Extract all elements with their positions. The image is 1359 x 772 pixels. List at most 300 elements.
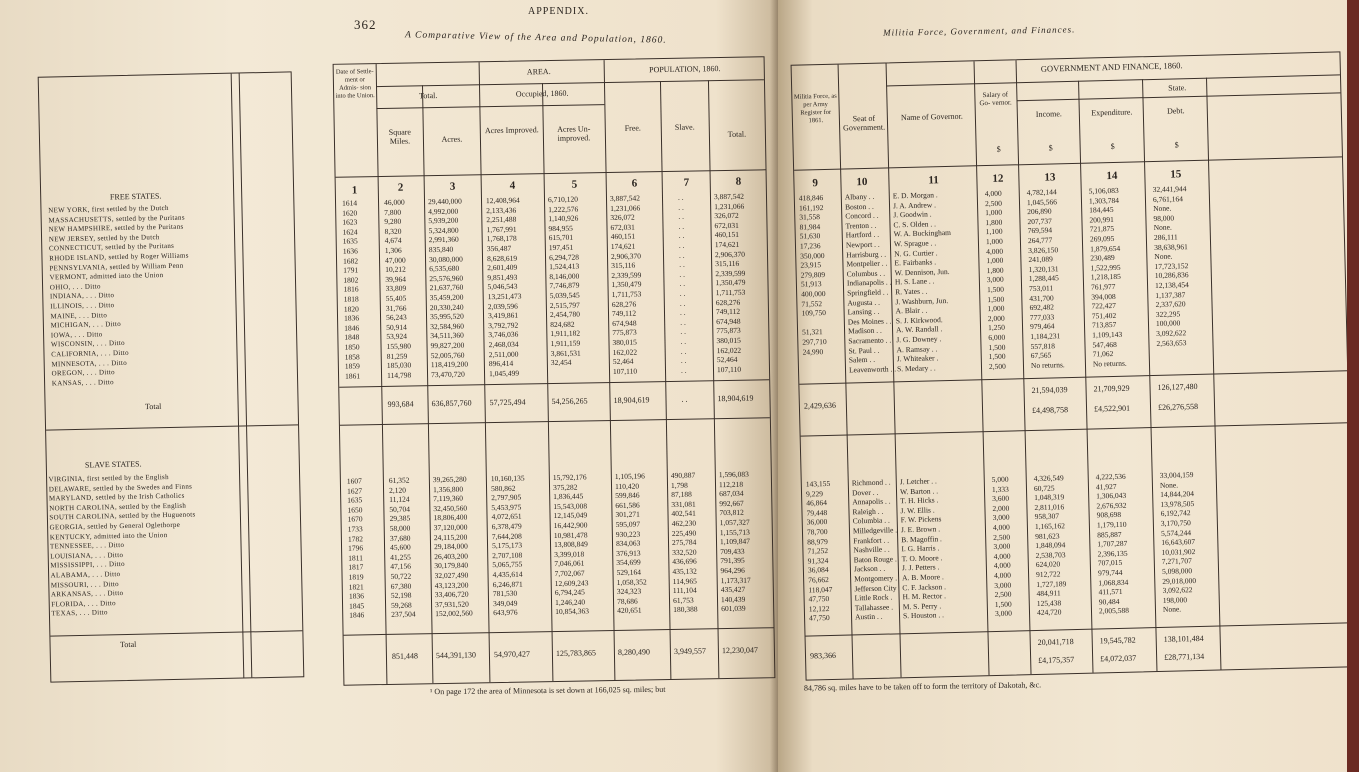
table-cell: 55,405 <box>385 293 407 303</box>
slave-total-debt-gbp: £28,771,134 <box>1164 651 1205 662</box>
table-cell: 67,565 <box>1030 350 1052 361</box>
table-cell: Nashville . . <box>853 544 890 555</box>
table-cell: 1848 <box>344 332 360 342</box>
table-cell: 47,000 <box>384 255 406 265</box>
slave-free-column <box>615 471 648 615</box>
table-cell: . . <box>678 231 685 241</box>
table-cell: T. O. Moore . <box>901 553 943 563</box>
table-cell: 3,000 <box>994 608 1013 619</box>
free-total-income-gbp: £4,498,758 <box>1031 405 1069 416</box>
table-cell: 5,106,083 <box>1088 185 1119 196</box>
table-cell: A. Ramsay . . <box>896 343 938 354</box>
table-cell: 1636 <box>342 246 358 256</box>
table-cell: 4,000 <box>993 551 1011 561</box>
table-cell: 118,047 <box>808 584 833 595</box>
table-cell: 12,408,964 <box>485 195 520 206</box>
slave-header: Slave. <box>674 122 695 132</box>
table-cell: 1796 <box>347 543 364 553</box>
table-cell: 29,440,000 <box>427 196 462 207</box>
table-cell: Austin . . <box>854 612 883 622</box>
table-cell: 2,005,588 <box>1098 606 1130 616</box>
state-name: MISSISSIPPI, . . . Ditto <box>50 560 125 570</box>
col-num-15: 15 <box>1170 168 1182 181</box>
table-cell: 1858 <box>344 351 360 362</box>
table-cell: C. S. Olden . . <box>893 219 937 230</box>
government-finance-table <box>791 51 1356 680</box>
table-cell: 380,015 <box>612 337 637 347</box>
table-cell: 753,011 <box>1028 283 1054 293</box>
table-cell: 3,887,542 <box>609 193 641 203</box>
table-cell: 769,594 <box>1027 225 1053 236</box>
table-cell: Richmond . . <box>851 477 891 488</box>
right-page <box>778 0 1359 772</box>
right-running-head: Militia Force, Government, and Finances. <box>882 24 1076 38</box>
table-cell: 349,049 <box>492 598 518 608</box>
table-cell: 174,621 <box>714 239 740 250</box>
table-cell: 200,991 <box>1089 214 1114 225</box>
table-cell: 2,500 <box>994 589 1012 600</box>
table-cell: 751,402 <box>1091 310 1117 321</box>
table-cell: 6,710,120 <box>547 194 579 205</box>
table-cell: 4,222,536 <box>1095 471 1126 482</box>
seat-header: Seat of Government. <box>843 113 886 133</box>
table-cell: 1,165,162 <box>1034 521 1066 531</box>
slave-militia-column <box>806 479 834 623</box>
table-cell: 1614 <box>341 198 358 208</box>
table-cell: 264,777 <box>1027 235 1053 246</box>
table-cell: 38,638,961 <box>1154 241 1188 252</box>
free-total-unimproved: 54,256,265 <box>551 396 588 407</box>
table-cell: 16,643,607 <box>1161 537 1196 548</box>
table-cell: 41,927 <box>1095 481 1117 492</box>
table-cell: 721,875 <box>1089 224 1115 234</box>
table-cell: 2,039,596 <box>487 301 518 311</box>
table-cell: 5,065,755 <box>492 559 523 570</box>
table-cell: 380,015 <box>716 335 741 346</box>
table-cell: Hartford . . <box>845 230 880 240</box>
running-head: APPENDIX. <box>528 6 589 17</box>
table-cell: 25,576,960 <box>429 273 464 283</box>
table-cell: 1782 <box>347 533 363 544</box>
table-cell: 29,018,000 <box>1162 575 1197 586</box>
table-cell: 628,276 <box>611 299 637 309</box>
unimproved-header: Acres Un- improved. <box>557 124 591 143</box>
table-cell: None. <box>1153 203 1172 214</box>
state-name: LOUISIANA, . . . Ditto <box>50 550 124 561</box>
table-cell: Tallahassee . <box>854 602 894 613</box>
table-cell: 24,115,200 <box>433 532 468 542</box>
table-cell: 47,750 <box>808 613 830 623</box>
table-cell: 1607 <box>346 476 362 486</box>
table-cell: . . <box>680 327 687 337</box>
slave-total-expenditure-gbp: £4,072,037 <box>1100 653 1137 664</box>
table-cell: 51,321 <box>801 327 823 337</box>
table-cell: 1,727,189 <box>1036 578 1067 589</box>
table-cell: Baton Rouge . <box>853 554 897 565</box>
table-cell: 4,072,651 <box>491 511 522 522</box>
table-cell: 33,809 <box>385 283 407 294</box>
free-states-list <box>48 204 191 389</box>
table-cell: 1,303,784 <box>1088 195 1120 206</box>
left-footnote: ¹ On page 172 the area of Minnesota is set down at 166,025 sq. miles; but <box>429 684 666 697</box>
table-cell: 1846 <box>349 610 365 620</box>
table-cell: 36,084 <box>807 565 829 575</box>
table-cell: J. W. Ellis . <box>900 505 935 516</box>
table-cell: 1670 <box>347 514 363 524</box>
table-cell: 3,826,150 <box>1028 244 1059 255</box>
table-cell: 326,072 <box>610 212 635 223</box>
table-cell: E. Fairbanks . <box>894 257 937 268</box>
table-cell: S. J. Kirkwood. <box>895 314 943 326</box>
table-cell: 67,380 <box>390 581 412 591</box>
table-cell: 557,818 <box>1030 340 1055 351</box>
slave-debt-column <box>1160 470 1197 615</box>
table-cell: 98,000 <box>1153 213 1175 223</box>
table-cell: 6,000 <box>988 332 1006 342</box>
table-cell: 1,000 <box>985 207 1003 218</box>
table-cell: 460,151 <box>714 230 740 240</box>
state-name: RHODE ISLAND, settled by Roger Williams <box>49 251 189 263</box>
table-cell: 1,218,185 <box>1090 272 1121 282</box>
table-cell: 672,031 <box>714 220 739 230</box>
table-cell: M. S. Perry . <box>902 601 942 611</box>
table-cell: 3,792,792 <box>488 320 519 330</box>
table-cell: 4,000 <box>993 570 1012 580</box>
table-cell: . . <box>679 307 686 317</box>
table-cell: 1,711,753 <box>611 289 642 299</box>
table-cell: 1,500 <box>988 351 1006 362</box>
table-cell: 10,160,135 <box>490 473 525 484</box>
table-cell: 2,000 <box>992 503 1010 513</box>
table-cell: A. Blair . . <box>895 305 928 316</box>
col-num-13: 13 <box>1044 171 1056 184</box>
table-cell: St. Paul . . <box>848 345 880 355</box>
table-cell: 6,192,742 <box>1160 508 1191 519</box>
table-cell: Dover . . <box>851 487 879 498</box>
table-cell: 35,995,520 <box>429 311 464 322</box>
table-cell: R. Yates . . <box>895 286 928 297</box>
table-cell: 143,155 <box>805 478 831 489</box>
table-cell: 8,146,000 <box>549 271 580 281</box>
table-cell: 332,520 <box>672 547 697 557</box>
table-cell: 99,827,200 <box>430 340 465 351</box>
table-cell: 5,175,173 <box>491 540 523 551</box>
table-cell: 29,385 <box>389 513 411 524</box>
table-cell: 30,179,840 <box>434 560 469 571</box>
table-cell: 60,725 <box>1033 483 1055 493</box>
table-cell: 777,033 <box>1029 312 1055 322</box>
table-cell: 9,229 <box>805 488 824 499</box>
table-cell: 356,487 <box>486 243 512 254</box>
table-cell: 1,596,083 <box>718 469 749 480</box>
table-cell: 1818 <box>343 294 359 304</box>
table-cell: 908,698 <box>1096 510 1122 520</box>
table-cell: 207,737 <box>1027 216 1052 226</box>
state-name: NEW JERSEY, settled by the Dutch <box>48 232 160 244</box>
acres-header: Acres. <box>441 134 463 144</box>
table-cell: None. <box>1159 480 1179 490</box>
table-cell: No returns. <box>1092 358 1127 369</box>
free-total-sq-miles: 993,684 <box>387 399 414 409</box>
table-cell: 88,979 <box>807 536 828 547</box>
table-cell: Albany . . <box>844 191 875 202</box>
table-cell: . . <box>678 221 685 231</box>
table-cell: 18,806,400 <box>433 512 468 523</box>
free-improved-column <box>486 196 523 379</box>
currency-mark-income: $ <box>1048 143 1053 153</box>
salary-header: Salary of Go- vernor. <box>979 90 1012 108</box>
table-cell: 402,541 <box>671 508 696 519</box>
table-cell: 31,558 <box>799 212 821 222</box>
free-salary-column <box>985 189 1006 372</box>
col-num-14: 14 <box>1106 169 1118 183</box>
free-income-column <box>1027 187 1065 370</box>
table-cell: 1820 <box>343 303 359 314</box>
table-cell: 2,601,409 <box>487 262 518 273</box>
table-cell: 375,282 <box>552 482 578 492</box>
table-cell: Montgomery . <box>854 573 898 584</box>
table-cell: 23,915 <box>800 260 822 270</box>
table-cell: 198,000 <box>1162 595 1188 605</box>
state-name: WISCONSIN, . . . Ditto <box>50 339 125 349</box>
table-cell: 107,110 <box>716 364 742 374</box>
currency-mark-debt: $ <box>1174 140 1179 150</box>
table-cell: 834,063 <box>615 538 641 549</box>
table-cell: 8,628,619 <box>486 253 518 263</box>
col-num-4: 4 <box>509 179 516 192</box>
table-cell: 1,500 <box>988 342 1006 352</box>
table-cell: 2,797,905 <box>491 492 522 503</box>
table-cell: 197,451 <box>548 242 574 253</box>
table-cell: 1624 <box>342 227 358 237</box>
table-cell: 601,039 <box>721 604 746 614</box>
table-cell: J. E. Brown . <box>900 524 941 535</box>
table-cell: 462,230 <box>671 518 697 528</box>
table-cell: 33,406,720 <box>434 589 469 600</box>
table-cell: 3,000 <box>986 275 1004 285</box>
table-cell: 107,110 <box>612 366 638 376</box>
table-cell: 595,097 <box>615 519 641 529</box>
table-cell: 1,879,654 <box>1090 243 1121 254</box>
table-cell: 964,296 <box>720 565 745 576</box>
table-cell: 180,388 <box>673 604 698 615</box>
table-cell: 12,145,049 <box>553 510 588 521</box>
table-cell: C. F. Jackson . <box>902 581 947 592</box>
table-cell: 47,156 <box>390 561 412 572</box>
table-cell: Salem . . <box>848 354 876 365</box>
table-cell: . . <box>679 288 686 298</box>
table-cell: 52,464 <box>612 356 634 367</box>
occupied-label: Occupied, 1860. <box>515 88 569 99</box>
table-cell: . . <box>679 259 685 269</box>
table-cell: 3,000 <box>994 580 1012 590</box>
slave-expenditure-column <box>1096 472 1130 617</box>
free-total-debt-gbp: £26,276,558 <box>1157 401 1199 412</box>
table-cell: 6,794,245 <box>554 587 585 598</box>
table-cell: 674,948 <box>612 318 637 328</box>
state-name: ARKANSAS, . . . Ditto <box>50 589 124 599</box>
table-cell: F. W. Pickens <box>900 514 942 525</box>
table-cell: 1,231,066 <box>610 203 641 213</box>
table-cell: 1850 <box>344 342 360 352</box>
table-cell: 71,252 <box>807 546 829 556</box>
table-cell: 418,846 <box>798 193 824 203</box>
table-cell: . . <box>678 211 685 221</box>
table-cell: 161,192 <box>798 202 824 213</box>
table-cell: . . <box>677 192 684 202</box>
state-name: KENTUCKY, admitted into the Union <box>49 530 168 542</box>
table-cell: 41,255 <box>390 552 411 562</box>
free-sq-miles-column <box>384 198 412 381</box>
table-cell <box>803 366 828 376</box>
slave-slave-column <box>671 471 698 615</box>
table-cell: 1,350,479 <box>611 279 642 290</box>
table-cell: 624,020 <box>1035 559 1061 570</box>
table-cell: 885,887 <box>1097 529 1122 540</box>
table-cell: 1,320,131 <box>1028 264 1059 274</box>
slave-acres-column <box>433 474 473 619</box>
table-cell: 162,022 <box>716 345 742 355</box>
table-cell: 1,848,094 <box>1035 540 1066 551</box>
table-cell: 326,072 <box>714 210 739 221</box>
table-cell: 1,524,413 <box>549 261 580 272</box>
table-cell: 71,552 <box>801 298 823 309</box>
table-cell: Little Rock . <box>854 592 893 603</box>
table-cell: 1682 <box>342 255 359 266</box>
table-cell: W. Sprague . . <box>893 238 937 249</box>
free-free-column <box>610 193 643 376</box>
table-cell: 24,990 <box>802 346 824 357</box>
table-cell: 4,782,144 <box>1026 187 1057 198</box>
table-cell: 50,914 <box>386 322 407 332</box>
slave-seat-column <box>852 477 900 622</box>
state-name: MISSOURI, . . . Ditto <box>50 579 120 590</box>
slave-total-sq-miles: 851,448 <box>391 651 419 661</box>
table-cell: 984,955 <box>548 223 573 233</box>
page-number: 362 <box>354 17 377 32</box>
table-cell: None. <box>1154 251 1173 262</box>
table-cell: 615,701 <box>548 233 574 243</box>
table-cell: Annapolis . . <box>852 496 891 507</box>
table-cell: 2,515,797 <box>549 300 580 310</box>
free-total-free: 18,904,619 <box>613 395 650 405</box>
table-cell: None. <box>1153 222 1172 233</box>
table-cell: 10,854,363 <box>555 606 590 617</box>
table-cell: 2,339,599 <box>715 268 746 278</box>
table-cell: I. G. Harris . <box>901 543 940 554</box>
governor-header: Name of Governor. <box>900 111 963 123</box>
table-cell: Jackson . . <box>853 563 886 574</box>
table-cell: 1819 <box>348 572 364 582</box>
table-cell: 749,112 <box>715 306 741 317</box>
table-cell: 2,563,653 <box>1156 337 1187 348</box>
table-cell: 1836 <box>343 313 360 323</box>
table-cell: Milledgeville . <box>852 525 898 536</box>
state-name: MASSACHUSETTS, settled by the Puritans <box>48 213 185 225</box>
table-cell: J. G. Downey . <box>896 334 942 345</box>
table-cell: 354,699 <box>616 557 641 568</box>
table-cell: W. Barton . . <box>899 485 939 496</box>
table-cell: 7,746,879 <box>549 280 580 291</box>
state-name: OHIO, . . . Ditto <box>49 282 101 292</box>
table-cell: J. Letcher . . <box>899 476 937 487</box>
table-cell: 3,887,542 <box>713 191 745 202</box>
table-cell: 394,008 <box>1091 291 1116 302</box>
table-cell: 109,750 <box>801 308 827 318</box>
table-cell: 436,696 <box>672 556 697 567</box>
table-cell: 628,276 <box>715 297 741 307</box>
table-cell: 3,746,036 <box>488 329 519 340</box>
slave-total-militia: 983,366 <box>809 650 837 661</box>
table-cell: 17,723,152 <box>1154 260 1189 271</box>
free-governor-column <box>893 190 955 374</box>
table-cell: 114,965 <box>672 576 697 586</box>
table-cell: 979,744 <box>1097 567 1123 578</box>
table-cell: 2,707,108 <box>492 550 523 560</box>
state-name: CONNECTICUT, settled by the Puritans <box>48 242 175 253</box>
table-cell: 1,068,834 <box>1098 577 1129 587</box>
table-cell: 7,119,360 <box>433 493 464 504</box>
table-cell: 2,251,488 <box>486 214 517 225</box>
state-name: PENNSYLVANIA, settled by William Penn <box>49 261 184 273</box>
table-cell: S. Houston . . <box>902 610 944 621</box>
table-cell: Springfield . . <box>847 287 889 298</box>
table-cell: 1791 <box>343 265 359 275</box>
table-cell: 125,438 <box>1036 598 1062 608</box>
table-cell: 3,600 <box>992 493 1010 504</box>
table-cell: 39,265,280 <box>432 474 467 485</box>
col-num-8: 8 <box>735 175 742 188</box>
table-cell: 930,223 <box>615 529 641 539</box>
table-cell: 30,080,000 <box>428 254 463 264</box>
table-cell: 435,427 <box>720 584 746 595</box>
free-slave-column <box>678 193 687 375</box>
table-cell: 1635 <box>342 236 358 247</box>
table-cell: 315,116 <box>611 260 636 271</box>
table-cell: 1821 <box>348 581 364 592</box>
table-cell: 1,109,847 <box>719 536 751 547</box>
state-name: VIRGINIA, first settled by the English <box>48 473 169 484</box>
free-militia-column <box>799 193 828 376</box>
table-cell: 2,396,135 <box>1097 548 1128 559</box>
table-cell: 5,939,200 <box>428 215 459 226</box>
table-cell: 5,098,000 <box>1161 566 1193 576</box>
table-cell: 490,887 <box>670 470 696 480</box>
col-num-3: 3 <box>449 180 456 193</box>
table-cell: 5,574,244 <box>1160 527 1192 538</box>
table-cell: 1,306,043 <box>1096 490 1127 501</box>
table-cell: 174,621 <box>610 241 636 251</box>
table-cell: 110,420 <box>614 481 640 491</box>
table-cell: 12,138,454 <box>1154 280 1189 290</box>
table-cell: . . <box>678 240 685 250</box>
free-acres-column <box>428 197 468 380</box>
table-cell: 91,324 <box>807 555 829 566</box>
table-cell: 775,873 <box>716 326 741 336</box>
table-cell: 1650 <box>347 505 363 515</box>
table-cell: 4,435,614 <box>492 569 523 580</box>
table-cell: 14,844,204 <box>1160 489 1195 500</box>
table-cell: 749,112 <box>611 308 637 319</box>
state-name: ALABAMA, . . . Ditto <box>50 570 121 580</box>
table-cell: 286,111 <box>1153 232 1178 242</box>
table-cell: 322,295 <box>1155 309 1181 319</box>
table-cell: 71,062 <box>1092 349 1114 359</box>
table-cell <box>1157 357 1191 367</box>
table-cell: 2,906,370 <box>610 251 642 261</box>
table-cell: 722,427 <box>1091 301 1117 311</box>
table-cell: 9,851,493 <box>487 272 518 282</box>
